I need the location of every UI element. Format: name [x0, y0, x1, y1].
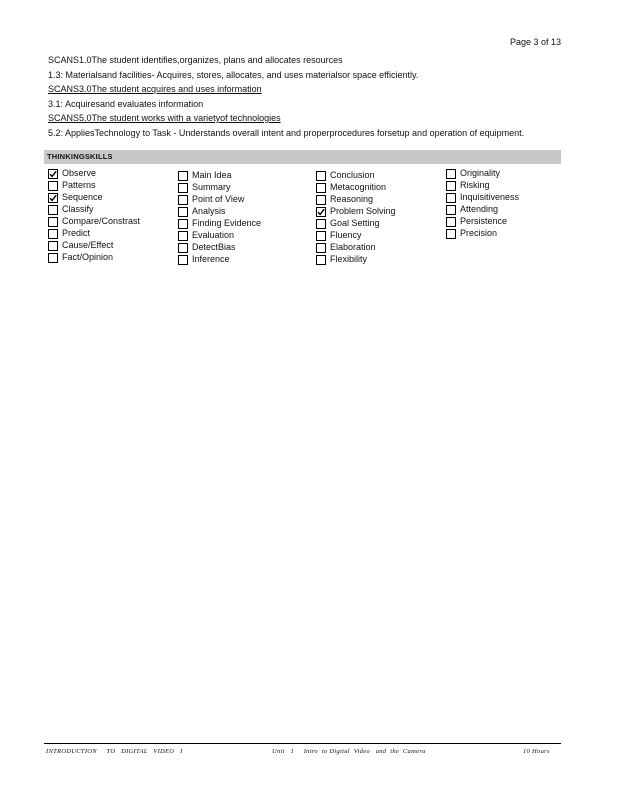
- skill-label: Summary: [192, 182, 231, 192]
- checkbox[interactable]: [446, 229, 456, 239]
- skill-label: Problem Solving: [330, 206, 396, 216]
- checkbox[interactable]: [316, 171, 326, 181]
- skill-label: Persistence: [460, 216, 508, 226]
- skill-label: Conclusion: [330, 170, 375, 180]
- skill-label: Predict: [62, 228, 91, 238]
- thinking-skills-header: [44, 150, 561, 164]
- footer-hours: 10 Hours: [523, 748, 550, 755]
- checkbox[interactable]: [316, 243, 326, 253]
- checkbox[interactable]: [178, 183, 188, 193]
- footer-unit: Unit 1 Intro to Digital Video and the Camera: [272, 748, 426, 755]
- checkbox[interactable]: [446, 193, 456, 203]
- skill-label: Patterns: [62, 180, 96, 190]
- skill-label: DetectBias: [192, 242, 236, 252]
- skill-label: Evaluation: [192, 230, 235, 240]
- standard-scans1: SCANS1.0The student identifies,organizes, plans and allocates resources: [48, 55, 343, 65]
- checkbox[interactable]: [316, 231, 326, 241]
- skill-label: Elaboration: [330, 242, 376, 252]
- standard-scans5: SCANS5.0The student works with a varietyof technologies: [48, 113, 281, 123]
- checkbox[interactable]: [446, 217, 456, 227]
- standard-3-1: 3.1: Acquiresand evaluates information: [48, 99, 204, 109]
- checkbox[interactable]: [316, 219, 326, 229]
- checkbox[interactable]: [178, 195, 188, 205]
- checkbox[interactable]: [316, 195, 326, 205]
- skill-label: Attending: [460, 204, 499, 214]
- checked-checkbox[interactable]: [48, 193, 58, 203]
- skill-label: Precision: [460, 228, 498, 238]
- checkbox[interactable]: [446, 205, 456, 215]
- checkbox[interactable]: [316, 255, 326, 265]
- checkbox[interactable]: [48, 253, 58, 263]
- skill-label: Sequence: [62, 192, 103, 202]
- skill-label: Inquisitiveness: [460, 192, 520, 202]
- skill-label: Main Idea: [192, 170, 232, 180]
- checked-checkbox[interactable]: [48, 169, 58, 179]
- checkbox[interactable]: [178, 207, 188, 217]
- skill-label: Inference: [192, 254, 230, 264]
- skill-label: Fluency: [330, 230, 362, 240]
- skill-label: Compare/Constrast: [62, 216, 141, 226]
- checkbox[interactable]: [48, 181, 58, 191]
- checkbox[interactable]: [178, 171, 188, 181]
- checkbox[interactable]: [48, 205, 58, 215]
- checkbox[interactable]: [178, 219, 188, 229]
- checkbox[interactable]: [48, 217, 58, 227]
- checkbox[interactable]: [446, 169, 456, 179]
- skill-label: Risking: [460, 180, 490, 190]
- skill-label: Fact/Opinion: [62, 252, 114, 262]
- thinking-skills-title: THINKINGSKILLS: [47, 152, 113, 161]
- checkbox[interactable]: [178, 243, 188, 253]
- checkbox[interactable]: [48, 229, 58, 239]
- skill-label: Cause/Effect: [62, 240, 114, 250]
- page-number: Page 3 of 13: [510, 37, 562, 47]
- skill-label: Finding Evidence: [192, 218, 262, 228]
- skill-label: Goal Setting: [330, 218, 380, 228]
- standard-scans3: SCANS3.0The student acquires and uses information: [48, 84, 262, 94]
- skill-label: Classify: [62, 204, 94, 214]
- footer-divider: [44, 743, 561, 744]
- skill-label: Originality: [460, 168, 501, 178]
- checkbox[interactable]: [48, 241, 58, 251]
- checkbox[interactable]: [316, 183, 326, 193]
- standard-5-2: 5.2: AppliesTechnology to Task - Understands overall intent and properprocedures forsetup and operation of equipment.: [48, 128, 525, 138]
- skill-label: Point of View: [192, 194, 245, 204]
- skill-label: Analysis: [192, 206, 226, 216]
- checked-checkbox[interactable]: [316, 207, 326, 217]
- standard-1-3: 1.3: Materialsand facilities- Acquires, stores, allocates, and uses materialsor space efficiently.: [48, 70, 419, 80]
- skill-label: Observe: [62, 168, 97, 178]
- skill-label: Metacognition: [330, 182, 387, 192]
- checkbox[interactable]: [178, 231, 188, 241]
- checkbox[interactable]: [178, 255, 188, 265]
- footer-course: INTRODUCTION TO DIGITAL VIDEO I: [46, 748, 183, 755]
- skill-label: Reasoning: [330, 194, 374, 204]
- checkbox[interactable]: [446, 181, 456, 191]
- skill-label: Flexibility: [330, 254, 368, 264]
